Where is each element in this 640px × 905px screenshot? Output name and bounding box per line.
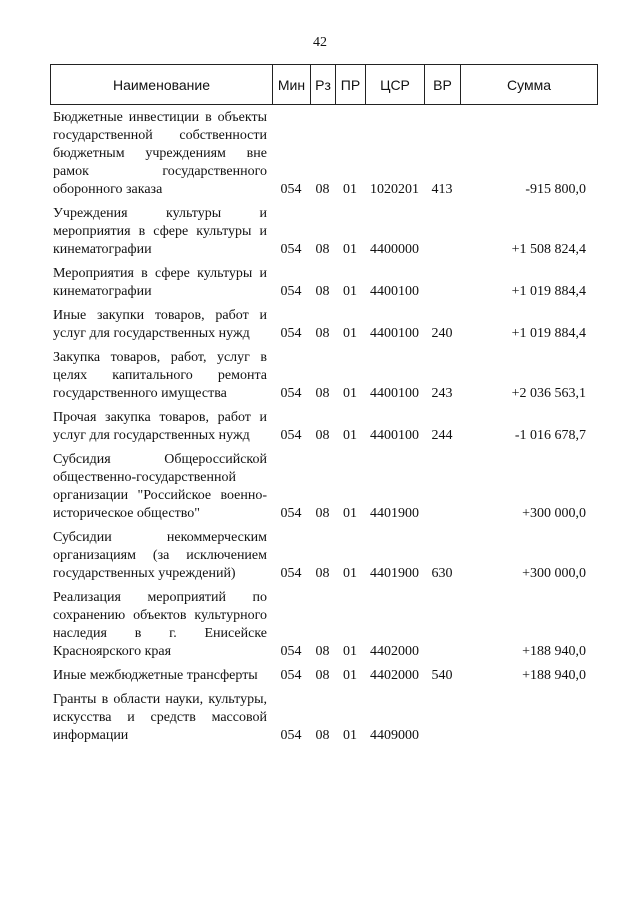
row-min: 054 xyxy=(280,428,302,443)
row-min: 054 xyxy=(280,284,302,299)
table-row xyxy=(50,589,598,661)
row-min: 054 xyxy=(280,242,302,257)
row-sum: +1 508 824,4 xyxy=(511,242,586,257)
row-csr: 4401900 xyxy=(370,506,419,521)
table-row xyxy=(50,109,598,199)
row-rz: 08 xyxy=(315,644,330,659)
row-csr: 4409000 xyxy=(370,728,419,743)
row-rz: 08 xyxy=(315,284,330,299)
row-sum: +2 036 563,1 xyxy=(511,386,586,401)
row-name: Учреждения культуры и мероприятия в сфере культуры и кинематографии xyxy=(53,206,267,257)
row-pr: 01 xyxy=(343,326,357,341)
row-min: 054 xyxy=(280,644,302,659)
table-row xyxy=(50,667,598,685)
row-name: Иные закупки товаров, работ и услуг для государственных нужд xyxy=(53,308,267,341)
table-row xyxy=(50,451,598,523)
row-name: Бюджетные инвестиции в объекты государственной собственности бюджетным учреждениям вне рамок государственного оборонного заказа xyxy=(53,110,267,197)
row-csr: 4401900 xyxy=(370,566,419,581)
row-pr: 01 xyxy=(343,644,357,659)
header-pr: ПР xyxy=(336,65,366,104)
row-rz: 08 xyxy=(315,428,330,443)
row-pr: 01 xyxy=(343,242,357,257)
table-row xyxy=(50,691,598,745)
row-vr: 240 xyxy=(431,326,453,341)
row-csr: 4400100 xyxy=(370,284,419,299)
row-csr: 4400100 xyxy=(370,428,419,443)
row-name: Прочая закупка товаров, работ и услуг для государственных нужд xyxy=(53,410,267,443)
row-rz: 08 xyxy=(315,668,330,683)
row-name: Мероприятия в сфере культуры и кинематографии xyxy=(53,266,267,299)
row-csr: 4400100 xyxy=(370,386,419,401)
row-sum: +300 000,0 xyxy=(522,506,586,521)
row-sum: -915 800,0 xyxy=(525,182,586,197)
row-pr: 01 xyxy=(343,668,357,683)
row-pr: 01 xyxy=(343,386,357,401)
row-vr: 243 xyxy=(431,386,453,401)
row-min: 054 xyxy=(280,182,302,197)
row-name: Субсидия Общероссийской общественно-государственной организации "Российское военно-историческое общество" xyxy=(53,452,267,521)
table-header xyxy=(50,64,598,105)
row-rz: 08 xyxy=(315,386,330,401)
row-sum: +300 000,0 xyxy=(522,566,586,581)
row-name: Субсидии некоммерческим организациям (за исключением государственных учреждений) xyxy=(53,530,267,581)
header-name: Наименование xyxy=(51,65,273,104)
row-csr: 1020201 xyxy=(370,182,419,197)
header-vr: ВР xyxy=(425,65,461,104)
row-rz: 08 xyxy=(315,566,330,581)
row-pr: 01 xyxy=(343,728,357,743)
table-row xyxy=(50,307,598,343)
row-sum: +1 019 884,4 xyxy=(511,284,586,299)
table-row xyxy=(50,349,598,403)
row-sum: -1 016 678,7 xyxy=(514,428,586,443)
row-rz: 08 xyxy=(315,728,330,743)
row-rz: 08 xyxy=(315,242,330,257)
row-pr: 01 xyxy=(343,428,357,443)
row-name: Гранты в области науки, культуры, искусства и средств массовой информации xyxy=(53,692,267,743)
row-min: 054 xyxy=(280,566,302,581)
row-min: 054 xyxy=(280,326,302,341)
row-sum: +188 940,0 xyxy=(522,644,586,659)
header-rz: Рз xyxy=(311,65,336,104)
header-sum: Сумма xyxy=(507,76,551,93)
row-pr: 01 xyxy=(343,182,357,197)
row-min: 054 xyxy=(280,506,302,521)
row-vr: 413 xyxy=(431,182,453,197)
row-vr: 244 xyxy=(431,428,453,443)
row-pr: 01 xyxy=(343,566,357,581)
row-rz: 08 xyxy=(315,326,330,341)
row-pr: 01 xyxy=(343,506,357,521)
row-name: Закупка товаров, работ, услуг в целях капитального ремонта государственного имущества xyxy=(53,350,267,401)
row-csr: 4400000 xyxy=(370,242,419,257)
row-min: 054 xyxy=(280,728,302,743)
row-csr: 4402000 xyxy=(370,668,419,683)
table-row xyxy=(50,529,598,583)
table-row xyxy=(50,409,598,445)
row-min: 054 xyxy=(280,668,302,683)
row-vr: 540 xyxy=(431,668,453,683)
row-rz: 08 xyxy=(315,506,330,521)
table-body xyxy=(50,105,598,745)
row-vr: 630 xyxy=(431,566,453,581)
table-row xyxy=(50,265,598,301)
row-pr: 01 xyxy=(343,284,357,299)
row-name: Иные межбюджетные трансферты xyxy=(53,668,258,683)
row-rz: 08 xyxy=(315,182,330,197)
header-min: Мин xyxy=(273,65,311,104)
page-number: 42 xyxy=(313,35,327,50)
row-name: Реализация мероприятий по сохранению объектов культурного наследия в г. Енисейске Красноярского края xyxy=(53,590,267,659)
header-csr: ЦСР xyxy=(366,65,425,104)
table-row xyxy=(50,205,598,259)
row-sum: +1 019 884,4 xyxy=(511,326,586,341)
budget-table xyxy=(50,64,598,751)
row-sum: +188 940,0 xyxy=(522,668,586,683)
row-csr: 4402000 xyxy=(370,644,419,659)
row-csr: 4400100 xyxy=(370,326,419,341)
row-min: 054 xyxy=(280,386,302,401)
